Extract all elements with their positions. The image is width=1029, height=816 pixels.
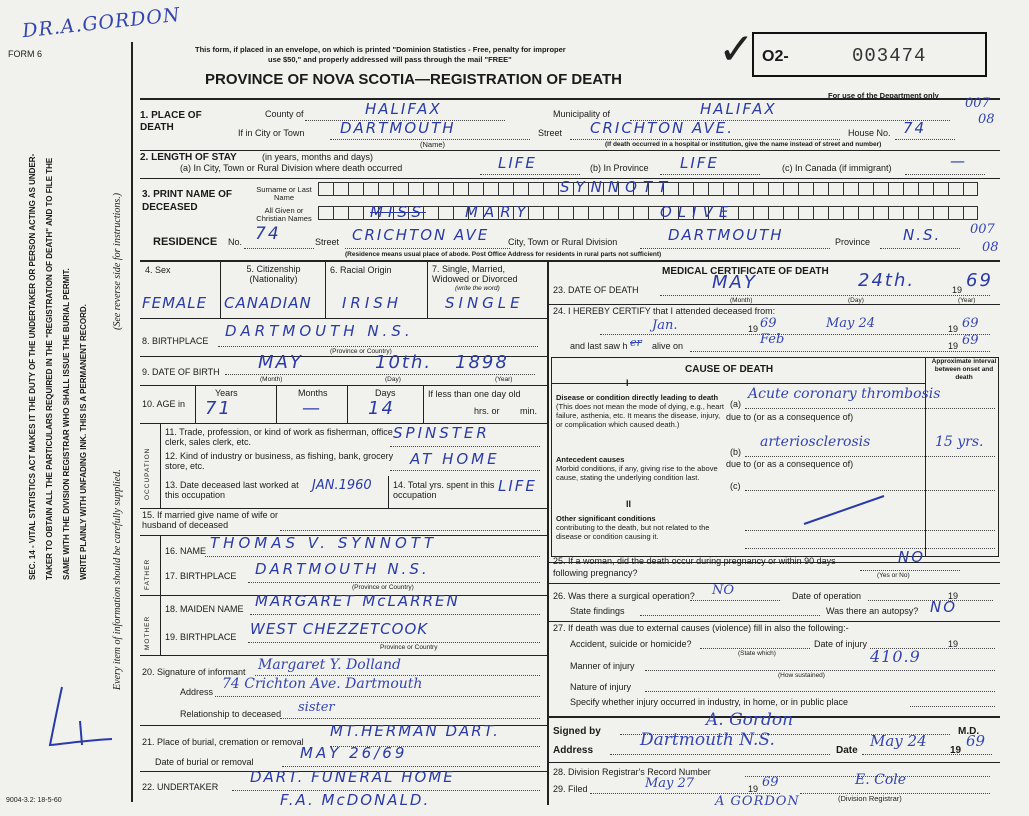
rule-dob <box>140 385 547 386</box>
mother-group-label: MOTHER <box>144 615 151 650</box>
total-years-label: 14. Total yrs. spent in this occupation <box>393 480 495 500</box>
years-label: Years <box>215 388 238 398</box>
mother-birth-line <box>248 642 540 643</box>
rule-27 <box>547 621 1000 622</box>
residence-no-line <box>244 248 314 249</box>
residence-label: RESIDENCE <box>153 236 218 248</box>
stay-b-line <box>660 174 760 175</box>
dob-day: 10th. <box>375 352 433 373</box>
mother-maiden-label: 18. MAIDEN NAME <box>165 604 244 614</box>
cause-b-line <box>745 456 995 457</box>
mother-birth-label: 19. BIRTHPLACE <box>165 632 237 642</box>
wife-line <box>280 530 540 531</box>
residence-street: CRICHTON AVE <box>352 226 490 244</box>
last-worked-value: JAN.1960 <box>312 478 372 493</box>
specify-label: Specify whether injury occurred in industry, in home, or in public place <box>570 697 848 707</box>
md-label: M.D. <box>958 726 980 737</box>
woman-yn: (Yes or No) <box>877 572 910 579</box>
woman-answer: NO <box>898 548 926 566</box>
antecedent-label: Antecedent causes Morbid conditions, if any, giving rise to the above cause, stating the underlying condition last. <box>556 455 718 482</box>
birthplace-label: 8. BIRTHPLACE <box>142 336 209 346</box>
father-name-label: 16. NAME <box>165 546 207 556</box>
filed-year: 69 <box>762 775 779 790</box>
residence-province-label: Province <box>835 237 871 247</box>
street-value: CRICHTON AVE. <box>590 119 735 137</box>
city-label: If in City or Town <box>238 128 305 138</box>
attended-to: May 24 <box>826 316 876 331</box>
record-number-label: 28. Division Registrar's Record Number <box>553 767 711 777</box>
informant-sig-label: 20. Signature of informant <box>142 667 246 677</box>
cause-title-rule <box>551 383 925 384</box>
residence-city: DARTMOUTH <box>668 226 784 244</box>
stay-sub: (in years, months and days) <box>262 152 374 162</box>
death-year-label: (Year) <box>958 297 976 304</box>
residence-street-label: Street <box>315 237 340 247</box>
undertaker-label: 22. UNDERTAKER <box>142 782 219 792</box>
industry-label: 12. Kind of industry or business, as fishing, bank, grocery store, etc. <box>165 451 394 471</box>
statute-line3: SAME WITH THE DIVISION REGISTRAR WHO SHALL ISSUE THE BURIAL PERMIT. <box>62 268 71 580</box>
street-label: Street <box>538 128 563 138</box>
residence-no: 74 <box>255 224 281 244</box>
deceased-label: 3. PRINT NAME OF DECEASED <box>142 189 233 213</box>
given-name-1: MARY <box>465 203 532 221</box>
signed-address-label: Address <box>553 745 594 756</box>
house-label: House No. <box>848 128 891 138</box>
stay-c-line <box>905 174 985 175</box>
certify-label: 24. I HEREBY CERTIFY that I attended deceased from: <box>553 306 776 316</box>
municipality-label: Municipality of <box>553 109 611 119</box>
death-year: 69 <box>966 270 993 291</box>
months-value: — <box>302 398 322 419</box>
citizenship-value: CANADIAN <box>224 294 312 312</box>
cause-b-value: arteriosclerosis <box>760 434 871 450</box>
marital-value: SINGLE <box>445 294 524 312</box>
stay-c-value: — <box>950 152 967 170</box>
relationship-line <box>280 718 540 719</box>
registration-prefix: O2- <box>762 48 789 65</box>
mail-notice-line2: use $50," and properly addressed will pass through the mail "FREE" <box>268 55 512 64</box>
dept-use-label: For use of the Department only <box>828 91 939 100</box>
surgery-answer: NO <box>712 583 735 598</box>
rule-registrar <box>547 762 1000 763</box>
wife-label: 15. If married give name of wife or husband of deceased <box>142 510 279 530</box>
residence-no-label: No. <box>228 237 243 247</box>
age-div-1 <box>276 385 277 423</box>
marital-sub: (write the word) <box>455 285 500 292</box>
physician-signature: A. Gordon <box>706 710 794 730</box>
sex-value: FEMALE <box>142 294 208 312</box>
part-one: I <box>626 378 629 388</box>
center-divider <box>547 260 549 805</box>
autopsy-answer: NO <box>930 598 958 616</box>
attended-from: Jan. <box>652 318 678 333</box>
registration-number-box <box>752 32 987 77</box>
injury-date-19: 19 <box>948 639 959 649</box>
findings-label: State findings <box>570 606 625 616</box>
dob-label: 9. DATE OF BIRTH <box>142 367 220 377</box>
form-code: 9004-3.2: 18-5-60 <box>6 797 62 804</box>
birthplace-value: DARTMOUTH N.S. <box>225 322 414 340</box>
burial-place: MT.HERMAN DART. <box>330 722 500 740</box>
rule-top <box>140 98 1000 100</box>
county-value: HALIFAX <box>365 100 442 118</box>
mail-notice-line1: This form, if placed in an envelope, on which is printed "Dominion Statistics - Free, penalty for improper <box>195 45 566 54</box>
dob-year-label: (Year) <box>495 376 513 383</box>
cause-a-line <box>745 408 995 409</box>
informant-addr-line <box>215 696 540 697</box>
statute-line2: TAKER TO OBTAIN ALL THE PARTICULARS REQUIRED IN THE "REGISTRATION OF DEATH" AND TO FILE THE <box>45 157 54 580</box>
page-title: PROVINCE OF NOVA SCOTIA—REGISTRATION OF DEATH <box>205 71 622 88</box>
last-saw-her: er <box>630 336 642 349</box>
trade-line <box>390 446 540 447</box>
less-than-label: If less than one day old <box>428 389 521 399</box>
father-birth-label: 17. BIRTHPLACE <box>165 571 237 581</box>
death-year-prefix: 19 <box>952 285 963 295</box>
municipality-value: HALIFAX <box>700 100 777 118</box>
residence-province: N.S. <box>903 226 942 244</box>
father-name: THOMAS V. SYNNOTT <box>210 534 438 552</box>
dob-day-label: (Day) <box>385 376 401 383</box>
cause-code: 410.9 <box>870 647 921 666</box>
industry-value: AT HOME <box>410 450 500 468</box>
other-dash-stroke <box>800 490 890 530</box>
stay-label: 2. LENGTH OF STAY <box>140 152 237 163</box>
state-which: (State which) <box>738 650 776 657</box>
dept-code-1: 007 <box>965 96 990 111</box>
days-label: Days <box>375 388 396 398</box>
autopsy-label: Was there an autopsy? <box>826 606 919 616</box>
mother-birth: WEST CHEZZETCOOK <box>250 620 429 638</box>
stay-b-label: (b) In Province <box>590 163 649 173</box>
attended-to-19: 19 <box>948 324 959 334</box>
registrar-label: (Division Registrar) <box>838 794 902 803</box>
marital-label: 7. Single, Married, Widowed or Divorced <box>432 264 518 284</box>
injury-date-label: Date of injury <box>814 639 868 649</box>
surname-value: SYNNOTT <box>560 178 674 196</box>
burial-place-label: 21. Place of burial, cremation or removal <box>142 737 304 747</box>
filed-date: May 27 <box>645 776 695 791</box>
how-sustained: (How sustained) <box>778 672 825 679</box>
racial-value: IRISH <box>342 294 403 312</box>
trade-label: 11. Trade, profession, or kind of work as fisherman, office clerk, sales clerk, etc. <box>165 427 393 447</box>
burial-date: MAY 26/69 <box>300 744 408 762</box>
stay-a-value: LIFE <box>498 154 537 172</box>
accident-line <box>700 648 810 649</box>
father-birth: DARTMOUTH N.S. <box>255 560 430 578</box>
disease-label: Disease or condition directly leading to death (This does not mean the mode of dying, e.g., heart failure, asthenia, etc. It means the disease, injury, or complication which caused death.) <box>556 393 725 429</box>
attended-from-19: 19 <box>748 324 759 334</box>
rule-grid-top <box>140 260 1000 262</box>
days-value: 14 <box>368 398 395 419</box>
interval-label: Approximate interval between onset and death <box>931 358 997 381</box>
father-prov: (Province or Country) <box>352 584 414 591</box>
alive-on: Feb <box>760 332 785 347</box>
occupation-group-label: OCCUPATION <box>144 447 151 500</box>
cause-b-interval: 15 yrs. <box>935 434 984 450</box>
industry-line <box>390 470 540 471</box>
street-line <box>570 139 840 140</box>
statute-line4: WRITE PLAINLY WITH UNFADING INK. THIS IS A PERMANENT RECORD. <box>79 304 88 580</box>
father-name-line <box>205 556 540 557</box>
alive-on-label: alive on <box>652 341 684 351</box>
cause-a-value: Acute coronary thrombosis <box>748 386 941 402</box>
age-div-3 <box>423 385 424 423</box>
last-saw-label: and last saw h <box>570 341 628 351</box>
hospital-note: (If death occurred in a hospital or institution, give the name instead of street and number) <box>605 141 882 148</box>
cause-title: CAUSE OF DEATH <box>685 364 774 375</box>
dob-year: 1898 <box>455 352 509 373</box>
attended-to-year: 69 <box>962 316 979 331</box>
residence-city-line <box>640 248 830 249</box>
medical-title: MEDICAL CERTIFICATE OF DEATH <box>662 266 829 277</box>
burial-date-line <box>282 766 540 767</box>
signed-year-19: 19 <box>950 745 962 756</box>
city-name-label: (Name) <box>420 140 446 149</box>
other-line-2 <box>745 548 995 549</box>
dept-code-2: 08 <box>978 112 995 127</box>
cause-c-label: (c) <box>730 481 741 491</box>
physician-stamp-box <box>10 3 182 43</box>
gordon-stamp: A GORDON <box>715 794 800 809</box>
attended-line <box>600 334 990 335</box>
margin-initial-mark <box>40 685 120 755</box>
specify-line <box>910 706 995 707</box>
occupation-div <box>160 423 161 508</box>
other-label: Other significant conditions contributing to the death, but not related to the disease or condition causing it. <box>556 514 710 541</box>
house-value: 74 <box>903 119 927 137</box>
col-div-2 <box>325 260 326 318</box>
residence-street-line <box>345 248 510 249</box>
nature-line <box>645 691 995 692</box>
surgery-question: 26. Was there a surgical operation? <box>553 591 695 601</box>
cause-b-label: (b) <box>730 447 741 457</box>
part-two: II <box>626 499 632 509</box>
mother-maiden: MARGARET McLARREN <box>255 592 460 610</box>
violence-question: 27. If death was due to external causes (violence) fill in also the following:- <box>553 623 849 633</box>
cause-a-label: (a) <box>730 399 741 409</box>
signed-address-line <box>610 754 830 755</box>
stay-a-line <box>480 174 580 175</box>
findings-line <box>640 615 820 616</box>
age-div-0 <box>195 385 196 423</box>
woman-question: 25. If a woman, did the death occur during pregnancy or within 90 days following pregnancy? <box>553 556 836 578</box>
col-div-3 <box>427 260 428 318</box>
rule-death-date <box>547 304 1000 305</box>
filed-label: 29. Filed <box>553 784 588 794</box>
death-day: 24th. <box>858 270 916 291</box>
hrs-label: hrs. or <box>474 406 500 416</box>
dob-month: MAY <box>258 352 303 373</box>
total-years-value: LIFE <box>498 477 537 495</box>
residence-code-2: 08 <box>982 240 999 255</box>
given-label: All Given or Christian Names <box>256 206 312 224</box>
mother-maiden-line <box>250 614 540 615</box>
rule-26 <box>547 583 1000 584</box>
rule-parents <box>140 655 547 656</box>
signed-label: Signed by <box>553 726 601 737</box>
undertaker-value: DART. FUNERAL HOME <box>250 768 455 786</box>
surgery-line <box>690 600 780 601</box>
alive-on-19: 19 <box>948 341 959 351</box>
stay-c-label: (c) In Canada (if immigrant) <box>782 163 892 173</box>
signed-date-line <box>862 754 992 755</box>
informant-addr-label: Address <box>180 687 214 697</box>
age-label: 10. AGE in <box>142 399 186 409</box>
months-label: Months <box>298 388 328 398</box>
funeral-director: F.A. McDONALD. <box>280 791 431 809</box>
reverse-side-note: (See reverse side for instructions.) <box>112 192 123 330</box>
residence-note: (Residence means usual place of abode. Post Office Address for residents in rural parts not sufficient) <box>345 251 662 258</box>
surname-label: Surname or Last Name <box>256 185 312 203</box>
informant-sig: Margaret Y. Dolland <box>258 657 402 673</box>
registrar-signature: E. Cole <box>855 772 907 788</box>
accident-label: Accident, suicide or homicide? <box>570 639 692 649</box>
stay-b-value: LIFE <box>680 154 719 172</box>
stay-a-label: (a) In City, Town or Rural Division where death occurred <box>180 163 403 173</box>
operation-date-label: Date of operation <box>792 591 862 601</box>
death-date-label: 23. DATE OF DEATH <box>553 285 639 295</box>
racial-label: 6. Racial Origin <box>330 265 392 275</box>
dob-line <box>225 374 535 375</box>
relationship-value: sister <box>298 700 335 715</box>
min-label: min. <box>520 406 538 416</box>
rule-stay <box>140 150 1000 151</box>
registration-number: 003474 <box>852 45 927 67</box>
citizenship-label: 5. Citizenship (Nationality) <box>246 264 301 284</box>
operation-date-19: 19 <box>948 591 959 601</box>
manner-label: Manner of injury <box>570 661 635 671</box>
sex-label: 4. Sex <box>145 265 171 275</box>
signed-year: 69 <box>966 732 986 750</box>
dob-month-label: (Month) <box>260 376 283 383</box>
residence-city-label: City, Town or Rural Division <box>508 237 618 247</box>
birthplace-line <box>218 346 538 347</box>
form-number: FORM 6 <box>8 49 43 59</box>
given-struck: MISS <box>370 203 426 221</box>
city-value: DARTMOUTH <box>340 119 456 137</box>
death-day-label: (Day) <box>848 297 864 304</box>
manner-line <box>645 670 995 671</box>
alive-on-line <box>690 351 990 352</box>
left-margin-line <box>131 42 133 802</box>
death-month-label: (Month) <box>730 297 753 304</box>
rule-occupation <box>140 508 547 509</box>
other-line <box>745 530 995 531</box>
signed-date-label: Date <box>836 745 858 756</box>
due-to-2: due to (or as a consequence of) <box>726 459 854 469</box>
rule-personal <box>140 318 547 319</box>
statute-line1: SEC. 14 - VITAL STATISTICS ACT MAKES IT THE DUTY OF THE UNDERTAKER OR PERSON ACTING AS UNDER- <box>28 153 37 580</box>
father-group-label: FATHER <box>144 558 151 590</box>
informant-addr: 74 Crichton Ave. Dartmouth <box>222 676 423 692</box>
due-to-1: due to (or as a consequence of) <box>726 412 854 422</box>
last-worked-label: 13. Date deceased last worked at this occupation <box>165 480 299 500</box>
residence-province-line <box>880 248 960 249</box>
county-label: County of <box>265 109 304 119</box>
residence-code-1: 007 <box>970 222 995 237</box>
signed-date: May 24 <box>870 732 927 750</box>
col-div-1 <box>220 260 221 318</box>
nature-label: Nature of injury <box>570 682 632 692</box>
attended-from-year: 69 <box>760 316 777 331</box>
mother-prov: Province or Country <box>380 644 438 651</box>
trade-value: SPINSTER <box>393 424 490 442</box>
given-name-2: OLIVE <box>660 203 735 221</box>
physician-stamp: DR.A.GORDON <box>21 3 182 43</box>
burial-date-label: Date of burial or removal <box>155 757 254 767</box>
place-label: 1. PLACE OF DEATH <box>140 110 202 133</box>
father-birth-line <box>248 582 540 583</box>
birthplace-prov: (Province or Country) <box>330 348 392 355</box>
alive-on-year: 69 <box>962 333 979 348</box>
years-value: 71 <box>205 398 232 419</box>
woman-line <box>860 570 960 571</box>
house-line <box>895 139 955 140</box>
occupation-14-div <box>388 476 389 508</box>
signed-address: Dartmouth N.S. <box>640 730 775 750</box>
filed-year-19: 19 <box>748 784 759 794</box>
every-item-note: Every item of information should be carefully supplied. <box>112 469 123 690</box>
death-month: MAY <box>712 272 757 293</box>
relationship-label: Relationship to deceased <box>180 709 282 719</box>
check-mark: ✓ <box>718 24 755 75</box>
death-date-line <box>660 295 990 296</box>
age-div-2 <box>347 385 348 423</box>
